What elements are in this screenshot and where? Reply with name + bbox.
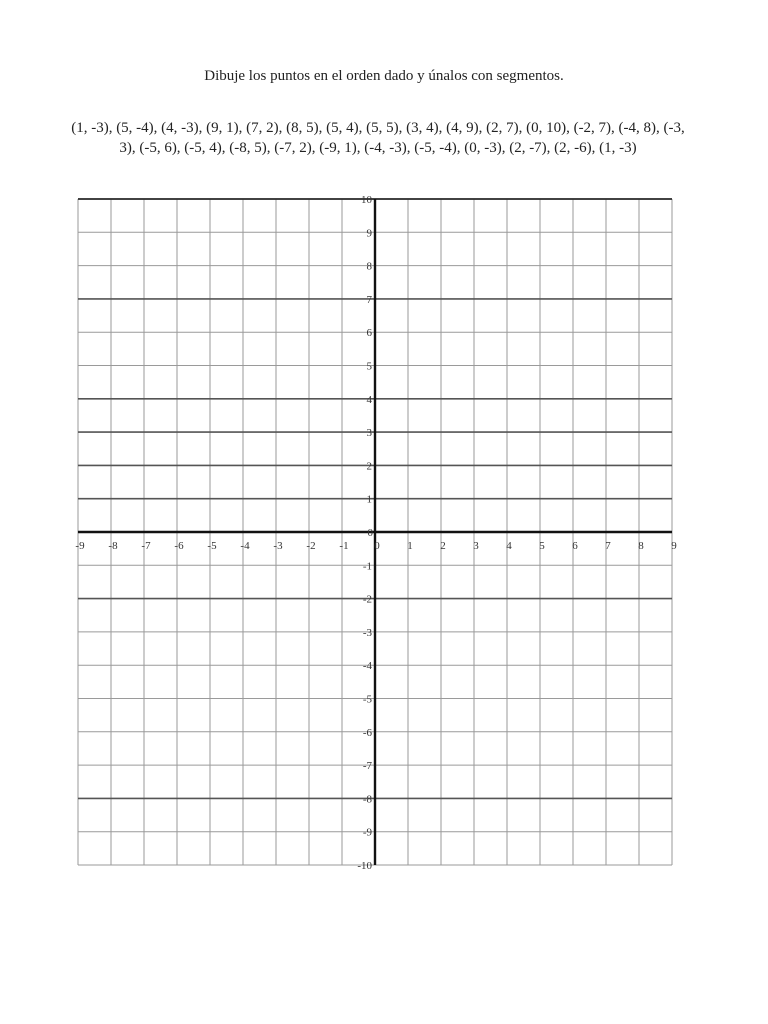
points-list: (1, -3), (5, -4), (4, -3), (9, 1), (7, 2), (8, 5), (5, 4), (5, 5), (3, 4), (4, 9), (2, 7), (0, 10), (-2, 7), (-4, 8), (-3, 3), (-5, 6), (-5, 4), (-8, 5), (-7, 2), (-9, 1), (-4, -3), (-5, -4), (0, -3), (2, -7), (2, -6), (1, -3) <box>71 120 685 156</box>
x-tick-label: 9 <box>671 540 677 552</box>
y-tick-label: 7 <box>366 293 372 306</box>
y-tick-label: 10 <box>361 194 372 206</box>
y-tick-label: -4 <box>362 660 372 673</box>
y-tick-label: 3 <box>366 427 372 440</box>
y-tick-label: 1 <box>366 493 372 506</box>
y-tick-label: 5 <box>366 360 372 373</box>
x-tick-label: 3 <box>473 540 479 552</box>
y-tick-label: 9 <box>366 227 372 240</box>
y-tick-label: -3 <box>362 626 372 639</box>
y-tick-label: 4 <box>366 393 372 406</box>
y-tick-label: 8 <box>366 260 372 273</box>
y-tick-label: -9 <box>362 826 372 839</box>
x-tick-label: -1 <box>339 540 349 552</box>
x-tick-label: -7 <box>141 540 151 552</box>
y-tick-label: -5 <box>362 693 372 706</box>
x-tick-label: 0 <box>374 540 380 552</box>
y-tick-label: 6 <box>366 327 372 340</box>
x-tick-label: -3 <box>273 540 283 552</box>
x-tick-labels <box>75 540 677 552</box>
y-tick-label: -7 <box>362 760 372 773</box>
x-tick-label: 8 <box>638 540 644 552</box>
y-tick-label: 2 <box>366 460 372 473</box>
x-tick-label: 1 <box>407 540 413 552</box>
x-tick-label: -5 <box>207 540 217 552</box>
x-tick-label: -9 <box>75 540 85 552</box>
x-tick-label: -8 <box>108 540 118 552</box>
y-tick-label: -2 <box>362 593 372 606</box>
x-tick-label: 2 <box>440 540 446 552</box>
y-tick-label: -1 <box>362 560 372 573</box>
y-tick-label: -10 <box>357 860 372 872</box>
x-tick-label: 4 <box>506 540 512 552</box>
x-tick-label: 6 <box>572 540 578 552</box>
x-tick-label: -4 <box>240 540 250 552</box>
y-tick-label: -6 <box>362 726 372 739</box>
x-tick-label: 7 <box>605 540 611 552</box>
y-tick-label: -8 <box>362 793 372 806</box>
x-tick-label: 5 <box>539 540 545 552</box>
origin-label: 0 <box>367 527 373 539</box>
worksheet-instruction: Dibuje los puntos en el orden dado y únalos con segmentos. <box>204 68 564 84</box>
x-tick-label: -6 <box>174 540 184 552</box>
x-tick-label: -2 <box>306 540 316 552</box>
